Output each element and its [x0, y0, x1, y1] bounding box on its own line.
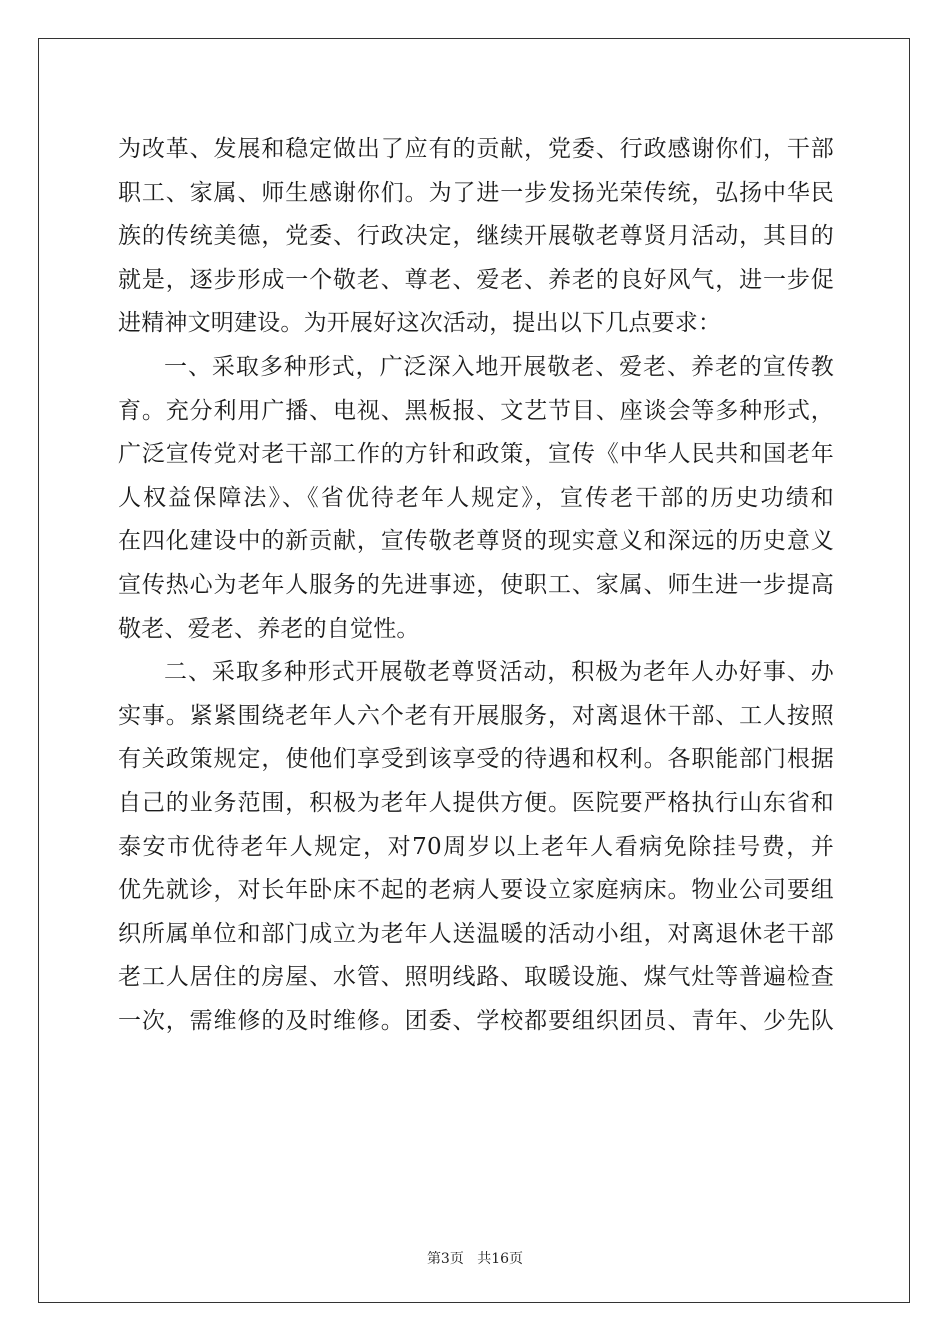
paragraph-start-line: 二、采取多种形式开展敬老尊贤活动，积极为老年人办好事、办: [164, 659, 834, 686]
text-line: 在四化建设中的新贡献，宣传敬老尊贤的现实意义和深远的历史意义: [118, 528, 834, 555]
text-line: 泰安市优待老年人规定，对70周岁以上老年人看病免除挂号费，并: [118, 833, 834, 860]
text-line: 有关政策规定，使他们享受到该享受的待遇和权利。各职能部门根据: [118, 746, 834, 773]
text-line: 敬老、爱老、养老的自觉性。: [118, 615, 420, 642]
text-line: 实事。紧紧围绕老年人六个老有开展服务，对离退休干部、工人按照: [118, 702, 834, 729]
document-body: [118, 128, 834, 1043]
text-line: 广泛宣传党对老干部工作的方针和政策，宣传《中华人民共和国老年: [118, 441, 834, 468]
text-line: 优先就诊，对长年卧床不起的老病人要设立家庭病床。物业公司要组: [118, 877, 834, 904]
text-line: 宣传热心为老年人服务的先进事迹，使职工、家属、师生进一步提高: [118, 571, 834, 598]
text-line: 职工、家属、师生感谢你们。为了进一步发扬光荣传统，弘扬中华民: [118, 179, 834, 206]
page-footer: [0, 1248, 950, 1268]
text-line: 一次，需维修的及时维修。团委、学校都要组织团员、青年、少先队: [118, 1007, 834, 1034]
text-line: 族的传统美德，党委、行政决定，继续开展敬老尊贤月活动，其目的: [118, 223, 834, 250]
text-line: 自己的业务范围，积极为老年人提供方便。医院要严格执行山东省和: [118, 789, 834, 816]
page-number: 第3页: [426, 1251, 464, 1267]
text-line: 就是，逐步形成一个敬老、尊老、爱老、养老的良好风气，进一步促: [118, 266, 834, 293]
page-total: 共16页: [477, 1251, 524, 1267]
paragraph-start-line: 一、采取多种形式，广泛深入地开展敬老、爱老、养老的宣传教: [164, 353, 834, 380]
text-line: 育。充分利用广播、电视、黑板报、文艺节目、座谈会等多种形式，: [118, 397, 834, 424]
text-line: 为改革、发展和稳定做出了应有的贡献，党委、行政感谢你们，干部: [118, 136, 834, 162]
text-line: 进精神文明建设。为开展好这次活动，提出以下几点要求：: [118, 310, 722, 337]
text-line: 人权益保障法》、《省优待老年人规定》，宣传老干部的历史功绩和: [118, 484, 834, 511]
text-line: 织所属单位和部门成立为老年人送温暖的活动小组，对离退休老干部: [118, 920, 834, 947]
text-line: 老工人居住的房屋、水管、照明线路、取暖设施、煤气灶等普遍检查: [118, 964, 834, 991]
